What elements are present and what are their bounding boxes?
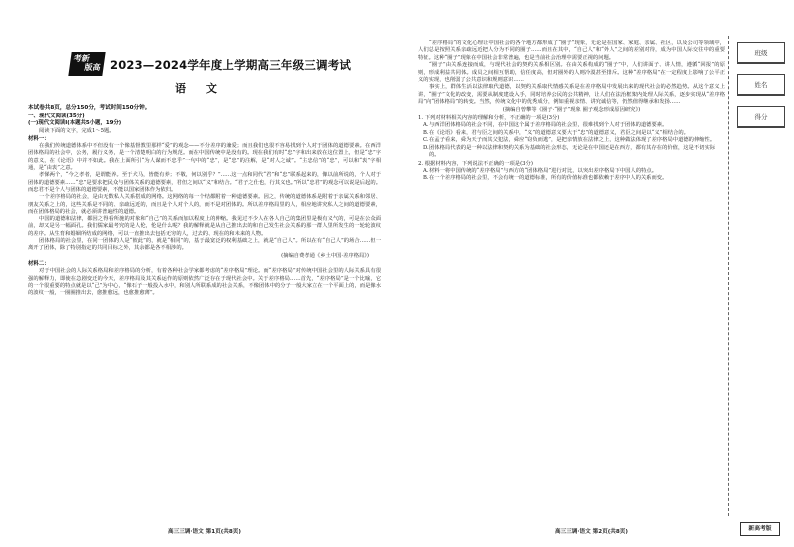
option-label: D.	[423, 144, 429, 151]
material-2-paragraph: “差序格局”的文化心理让中国社会的各个地方都形成了“圈子”现象，无论是在国家、家庭、亲属、社区，以及公司等领域中，人们总是按照关系亲疏远近把人分为不同的圈子……而且在其中，“自己人”和“外人”之间的差别对待，成为中国人际交往中的重要特征。这种“圈子”现象在中国社会非常普遍，也是当前社会治理中需要正视的问题。	[418, 40, 725, 61]
option-label: B.	[423, 129, 429, 136]
score-label: 得分	[738, 107, 784, 127]
exam-info: 本试卷共8页，总分150分，考试时间150分钟。	[28, 105, 151, 111]
question-1-option	[418, 145, 725, 160]
material-2-paragraph: 事实上，群体生活以法律取代道德，以契约关系取代情感关系是在差序格局中发展出来的现代社会的必然趋势。从这个意义上讲，“圈子”文化的改变，需要从制度建设入手，同时培养公民的公共精神，让人们在法治框架内处理人际关系，逐步实现从“差序格局”向“团体格局”的转变。当然，传统文化中的优秀成分，例如重视亲情、讲究诚信等，仍然值得继承和发扬……	[418, 84, 725, 106]
option-text: 团体格局代表的是一种以法律和契约关系为基础的社会形态，无论是在中国还是在西方，都有其存在的价值，这是不切实际的。	[429, 144, 716, 159]
class-label: 班级	[738, 43, 784, 63]
material-1-source: (摘编自费孝通《乡土中国·差序格局》)	[281, 252, 369, 259]
logo-line-1: 考新	[73, 54, 91, 63]
option-text: 与西洋团体格局的社会不同，在中国这个属于差序格局的社会里，很难找到个人对于团体的道德要素。	[429, 122, 668, 129]
question-1-option	[418, 122, 725, 129]
material-2-paragraph: 对于中国社会的人际关系格局和差序格局的分析，有着各种社会学家都考虑的“差序格局”理论。而“差序格局”对传统中国社会里的人际关系具有很强的解释力，即使在急剧变迁的今天，差序格局及其关系运作的原则依然广泛存在于现代社会中。关于差序格局……首先，“差序格局”是一个比喻，它的一个很重要的特点就是以“己”为中心，“像石子一般投入水中，和别人所联系成的社会关系，不像团体中的分子一般大家立在一个平面上的，而是像水的波纹一般，一圈圈推出去，愈推愈远，也愈推愈薄”。	[28, 268, 381, 297]
logo-line-2: 版高	[83, 63, 102, 72]
instruction: 阅读下面的文字，完成1～5题。	[39, 127, 115, 134]
material-2-label: 材料二：	[28, 260, 50, 267]
question-2-option	[418, 175, 725, 182]
material-1-label: 材料一：	[28, 135, 50, 142]
name-label: 姓名	[738, 75, 784, 95]
class-field[interactable]	[737, 42, 785, 64]
option-label: A.	[423, 167, 429, 174]
question-1-option	[418, 137, 725, 144]
material-1-paragraph: 团体格局的社会里，在同一团体的人是“彼此”的，就是“相同”的，基于最宽泛的权利基础之上，就是“自己人”。所以在有“自己人”的场合……但一离开了团体，除了特别指定的共同目标之外，其余都是各不相涉的。	[28, 238, 381, 252]
material-1-paragraph: 在我们传统道德体系中不但没有一个像基督教里那样“爱”的观念——不分差序的兼爱；而且我们也很不容易找到个人对于团体的道德要素。在西洋团体格局的社会中，公务，履行义务，是一个清楚明白的行为规范。而在中国传统中是没有的。现在我们有时“忠”字和出来放在这位置上，但是“忠”字的意义，在《论语》中并不如此。我在上面所引“为人谋而不忠乎”一句中的“忠”，是“忠”的注解，是“对人之诚”。“主忠信”的“忠”，可以和“衷”字相通，是“由衷”之意。	[28, 143, 381, 172]
material-2-paragraph: “圈子”由关系连接而成，与现代社会的契约关系相区别。在由关系构成的“圈子”中，人们讲面子、讲人情，遵循“回报”的原则，形成利益共同体。成员之间相互帮助，信任度高，但对圈外的人则冷漠甚至排斥。这种“差序格局”在一定程度上影响了公平正义的实现，也削弱了公共意识和规则意识……	[418, 62, 725, 84]
material-1-paragraph: 中国的道德和法律，都因之得看所施的对象和“自己”的关系而加以程度上的伸缩。我见过不少人在各人自己的集团里是极有义气的，可是在公众面前，却又是另一幅面孔。我们儒家最考究的是人伦，伦是什么呢？我的解释就是从自己推出去的和自己发生社会关系的那一群人里所发生的一轮轮波纹的差序。从生育和婚姻所结成的网络，可以一直推出去包括无穷的人，过去的、现在的和未来的人物。	[28, 216, 381, 237]
option-text: 在一个差序格局的社会里，不会有统一的道德标准，所有的价值标准也都依赖于差序中人的关系而变。	[429, 175, 668, 182]
option-text: 在孟子看来，舜为天子而其父犯法，舜应“窃负而逃”，是把亲情放在法律之上，这种做法体现了差序格局中道德的伸缩性。	[429, 137, 716, 144]
material-1-paragraph: 孝悌两个，“今之孝者，是谓能养。至于犬马，皆能有养；不敬，何以别乎？”……这一点和同代“君”和“忠”联系起来的，像以前所说的，个人对于团体的道德要素……“忠”是要求把民众与团体关系的道德要素，君但之间以“义”和结合。“君子之仕也，行其义也。”所以“忠君”的观念可以说是后起的。而忠君不是个人与团体的道德要素，不能以国家团体作为依归。	[28, 172, 381, 193]
binding-line	[728, 36, 729, 516]
footer-page-2: 高三三调·语文 第2页(共8页)	[555, 529, 628, 535]
option-text: 在《论语》看来，君与臣之间的关系中，“义”的道德意义要大于“忠”的道德意义，君臣之间是以“义”相结合的。	[429, 129, 689, 136]
question-1-stem: 1. 下列对材料相关内容的理解和分析，不正确的一项是(3分)	[418, 115, 560, 122]
material-1-paragraph: 一个差序格局的社会，是由无数私人关系搭成的网络。这网络的每一个结都附着一种道德要素。因之，传统的道德体系是附着于亲属关系和邻居、朋友关系之上的，这些关系是不同的、亲疏远近的，而且是个人对个人的，而不是对团体的。所以差序格局里的人，相应地讲究私人之间的道德要素，而在团体格局的社会，就必须讲普遍性的道德。	[28, 194, 381, 215]
right-column	[418, 40, 725, 530]
question-2-stem: 2. 根据材料内容，下列说法不正确的一项是(3分)	[418, 160, 533, 167]
material-2-source: (摘编自曾攀等《圈子·“圈子”现象 圈子观念形成原因研究》)	[502, 106, 641, 113]
footer-page-1: 高三三调·语文 第1页(共8页)	[168, 529, 241, 535]
left-column	[28, 113, 381, 518]
name-field[interactable]	[737, 74, 785, 96]
subsection-title: (一)现代文阅读Ⅰ(本题共5小题，19分)	[28, 120, 122, 127]
edition-badge: 新高考版	[740, 522, 780, 536]
option-label: B.	[423, 175, 429, 182]
option-label: C.	[423, 137, 429, 144]
exam-title: 2023—2024学年度上学期高三年级三调考试	[110, 58, 352, 72]
option-label: A.	[423, 122, 429, 129]
section-title: 一、现代文阅读(35分)	[28, 113, 85, 119]
option-text: 材料一将中国传统的“差序格局”与西方的“团体格局”进行对比，以突出差序格局下中国人的特点。	[429, 167, 658, 174]
score-field[interactable]	[737, 106, 785, 128]
subject-title: 语 文	[175, 82, 225, 95]
publisher-logo	[68, 52, 105, 76]
